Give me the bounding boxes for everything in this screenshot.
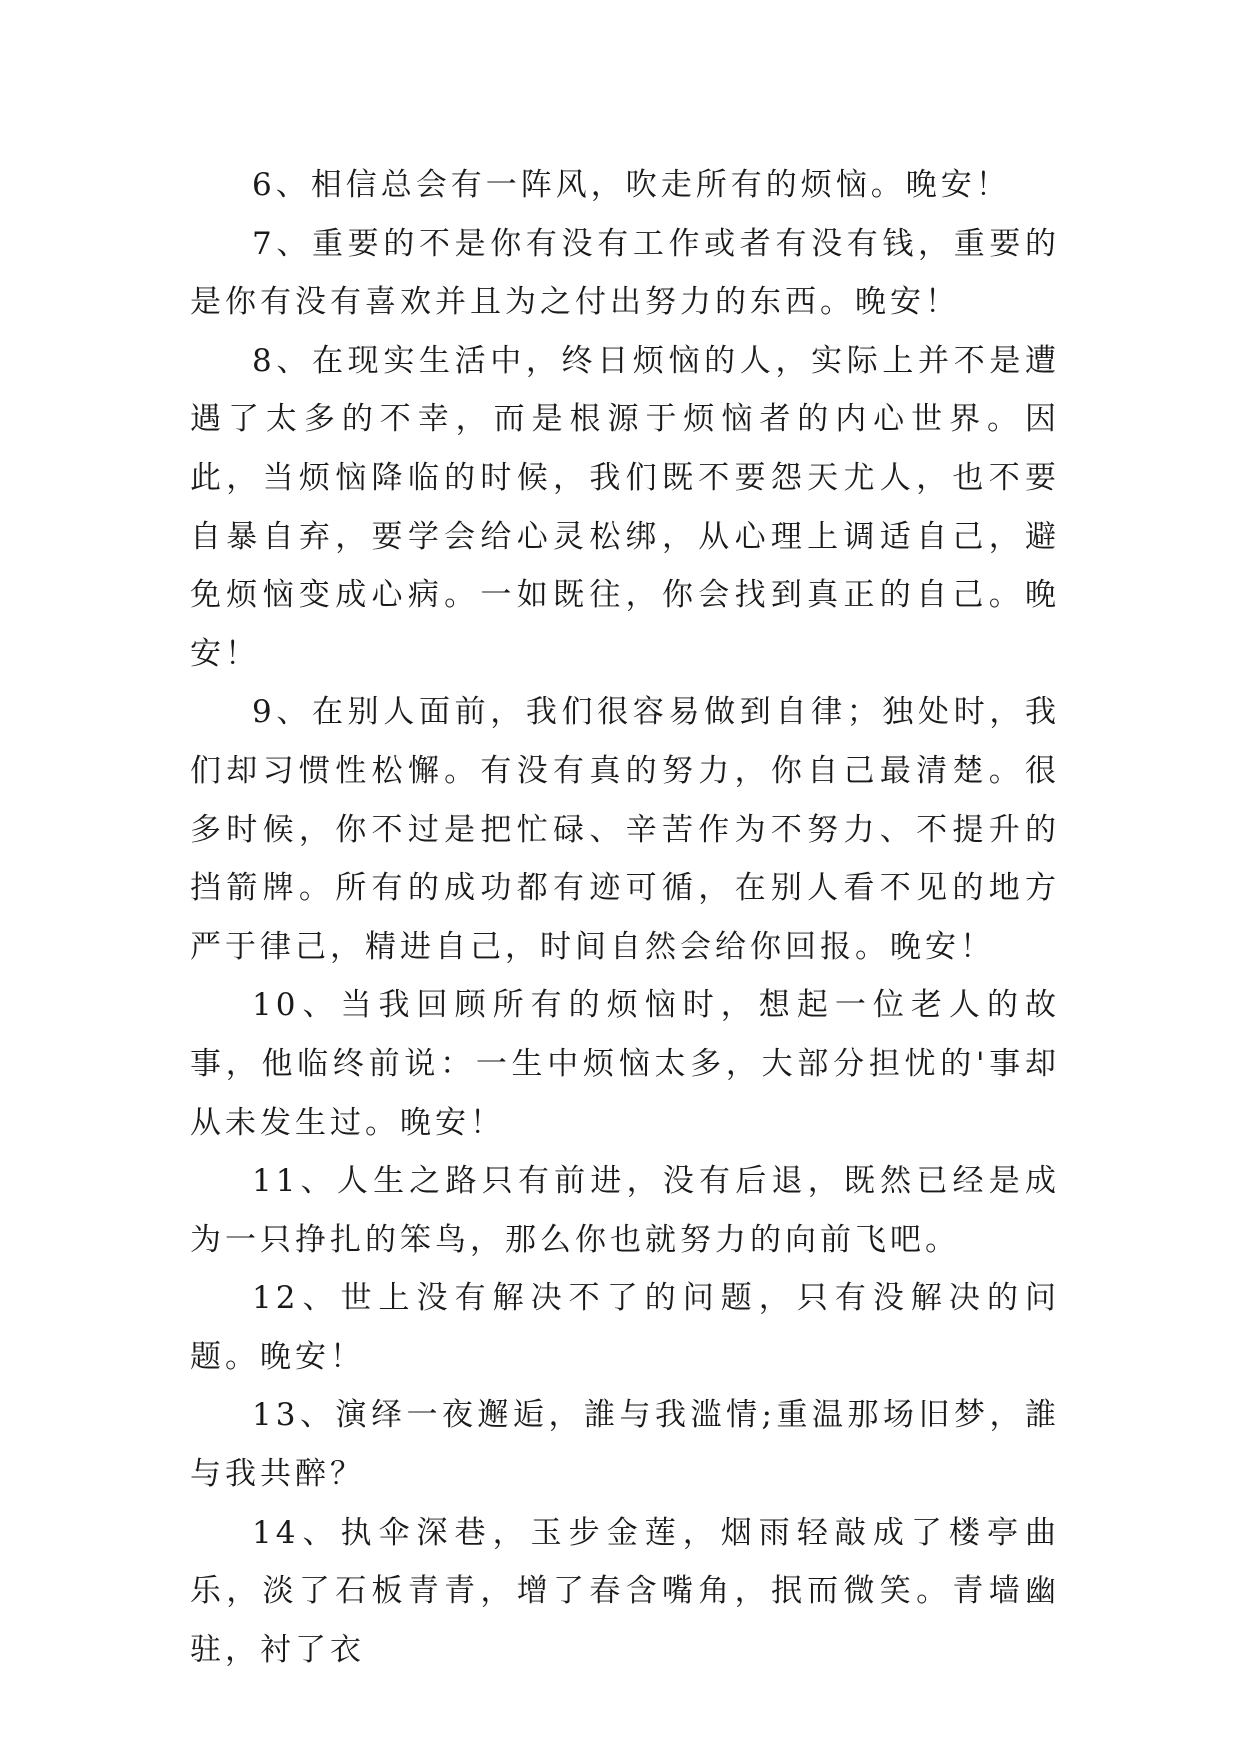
paragraph-11: 11、人生之路只有前进，没有后退，既然已经是成为一只挣扎的笨鸟，那么你也就努力的向前飞吧。 <box>190 1163 1060 1258</box>
paragraph-6: 6、相信总会有一阵风，吹走所有的烦恼。晚安！ <box>252 167 1011 203</box>
paragraph-14: 14、执伞深巷，玉步金莲，烟雨轻敲成了楼亭曲乐，淡了石板青青，增了春含嘴角，抿而微笑。青墙幽驻，衬了衣 <box>190 1514 1060 1668</box>
document-body <box>190 156 1060 1679</box>
paragraph-10: 10、当我回顾所有的烦恼时，想起一位老人的故事，他临终前说：一生中烦恼太多，大部分担忧的'事却从未发生过。晚安！ <box>190 987 1060 1141</box>
paragraph-8: 8、在现实生活中，终日烦恼的人，实际上并不是遭遇了太多的不幸，而是根源于烦恼者的内心世界。因此，当烦恼降临的时候，我们既不要怨天尤人，也不要自暴自弃，要学会给心灵松绑，从心理上调适自己，避免烦恼变成心病。一如既往，你会找到真正的自己。晚安！ <box>190 342 1060 672</box>
paragraph-9: 9、在别人面前，我们很容易做到自律；独处时，我们却习惯性松懈。有没有真的努力，你自己最清楚。很多时候，你不过是把忙碌、辛苦作为不努力、不提升的挡箭牌。所有的成功都有迹可循，在别人看不见的地方严于律己，精进自己，时间自然会给你回报。晚安！ <box>190 694 1060 965</box>
paragraph-7: 7、重要的不是你有没有工作或者有没有钱，重要的是你有没有喜欢并且为之付出努力的东西。晚安！ <box>190 225 1060 321</box>
paragraph-13: 13、演绎一夜邂逅，誰与我滥情;重温那场旧梦，誰与我共醉？ <box>190 1397 1060 1493</box>
paragraph-12: 12、世上没有解决不了的问题，只有没解决的问题。晚安！ <box>190 1280 1060 1375</box>
